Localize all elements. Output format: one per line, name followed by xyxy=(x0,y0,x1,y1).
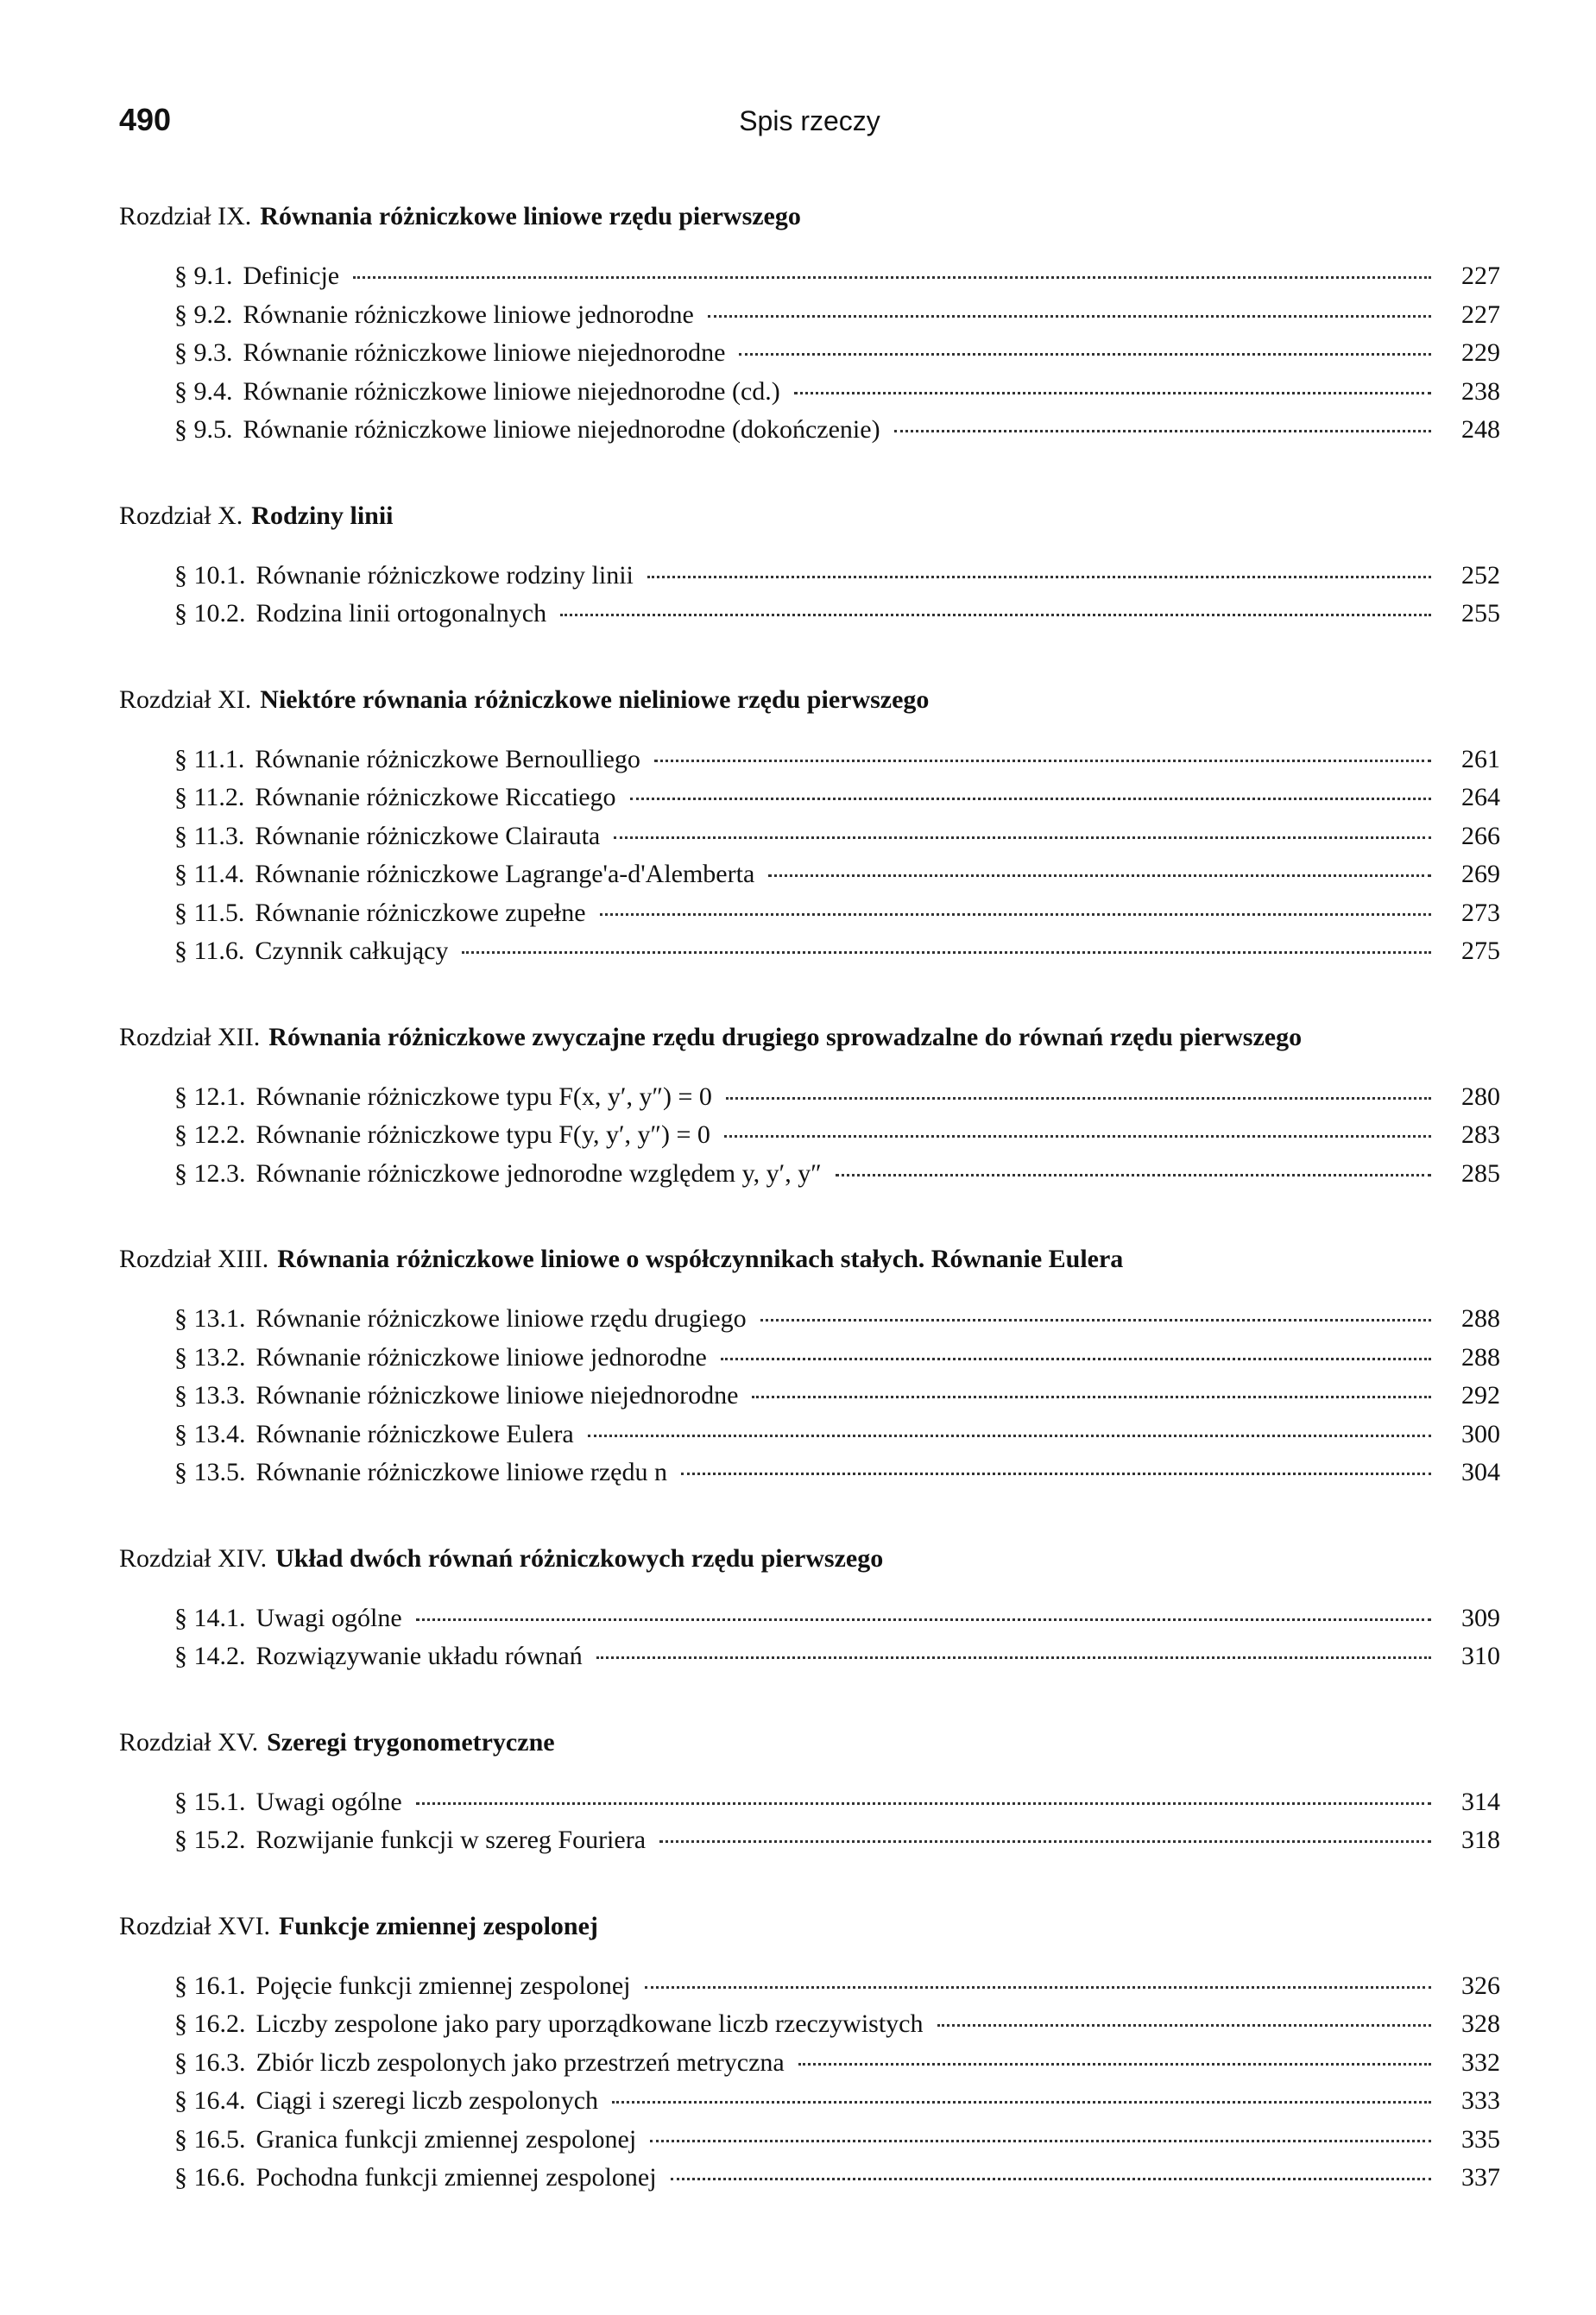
section-title: Równanie różniczkowe liniowe rzędu drugiego xyxy=(255,1304,747,1333)
page-reference: 310 xyxy=(1461,1642,1500,1670)
chapter-section xyxy=(119,1721,1500,1860)
section-title: Równanie różniczkowe jednorodne względem y, y′, y″ xyxy=(255,1158,822,1188)
chapter-label: Rozdział XVI. xyxy=(119,1911,270,1940)
dot-leader xyxy=(462,951,1431,954)
toc-entry xyxy=(119,257,1500,296)
section-number: § 13.3. xyxy=(174,1381,246,1410)
chapter-heading xyxy=(119,1905,1500,1948)
page-reference: 283 xyxy=(1461,1120,1500,1149)
toc-entry xyxy=(119,373,1500,412)
section-title: Rozwijanie funkcji w szereg Fouriera xyxy=(255,1826,647,1854)
section-title: Granica funkcji zmiennej zespolonej xyxy=(255,2124,637,2154)
chapter-title: Funkcje zmiennej zespolonej xyxy=(278,1911,598,1940)
section-title: Równanie różniczkowe liniowe niejednorodne (dokończenie) xyxy=(243,415,880,444)
dot-leader xyxy=(794,392,1431,394)
toc-entry xyxy=(119,1783,1500,1822)
section-title: Równanie różniczkowe Eulera xyxy=(255,1419,574,1448)
toc-entry xyxy=(119,2159,1500,2198)
section-number: § 9.4. xyxy=(174,376,233,406)
section-title: Liczby zespolone jako pary uporządkowane liczb rzeczywistych xyxy=(255,2009,924,2038)
dot-leader xyxy=(659,1840,1431,1843)
toc-entry xyxy=(119,411,1500,450)
chapter-section xyxy=(119,495,1500,634)
page-reference: 229 xyxy=(1461,338,1500,367)
dot-leader xyxy=(798,2063,1431,2066)
section-number: § 13.2. xyxy=(174,1342,246,1372)
section-number: § 14.2. xyxy=(174,1642,246,1670)
section-number: § 16.2. xyxy=(174,2009,246,2038)
chapter-title: Rodziny linii xyxy=(251,501,394,530)
section-number: § 11.1. xyxy=(174,744,245,773)
section-number: § 15.2. xyxy=(174,1826,246,1854)
chapter-label: Rozdział XII. xyxy=(119,1022,261,1051)
chapter-section xyxy=(119,1016,1500,1194)
section-number: § 9.5. xyxy=(174,415,233,444)
toc-entry xyxy=(119,894,1500,933)
toc-entry xyxy=(119,595,1500,634)
chapter-heading xyxy=(119,195,1500,238)
section-number: § 16.3. xyxy=(174,2047,246,2077)
page-reference: 326 xyxy=(1461,1971,1500,2000)
chapter-title: Równania różniczkowe liniowe rzędu pierwszego xyxy=(260,202,801,230)
page-reference: 248 xyxy=(1461,415,1500,444)
section-number: § 13.1. xyxy=(174,1304,246,1333)
page-reference: 332 xyxy=(1461,2047,1500,2077)
section-title: Rozwiązywanie układu równań xyxy=(255,1642,583,1670)
section-number: § 11.4. xyxy=(174,860,245,888)
page-number: 490 xyxy=(119,102,172,137)
page-reference: 227 xyxy=(1461,300,1500,329)
toc-entry xyxy=(119,2121,1500,2160)
section-number: § 12.1. xyxy=(174,1082,246,1111)
section-title: Równanie różniczkowe liniowe jednorodne xyxy=(255,1342,707,1372)
dot-leader xyxy=(721,1358,1431,1360)
page-reference: 335 xyxy=(1461,2124,1500,2154)
section-title: Równanie różniczkowe Lagrange'a-d'Alemberta xyxy=(255,860,755,888)
page-reference: 333 xyxy=(1461,2086,1500,2115)
page-reference: 280 xyxy=(1461,1082,1500,1111)
toc-entry xyxy=(119,1416,1500,1454)
chapter-heading xyxy=(119,1016,1500,1059)
section-title: Równanie różniczkowe liniowe jednorodne xyxy=(243,300,694,329)
section-title: Rodzina linii ortogonalnych xyxy=(255,599,547,628)
section-title: Równanie różniczkowe typu F(x, y′, y″) = 0 xyxy=(255,1082,712,1111)
dot-leader xyxy=(708,315,1431,318)
page-reference: 261 xyxy=(1461,744,1500,773)
section-number: § 13.4. xyxy=(174,1419,246,1448)
toc-entry xyxy=(119,932,1500,971)
dot-leader xyxy=(596,1656,1431,1659)
section-title: Pochodna funkcji zmiennej zespolonej xyxy=(255,2163,657,2192)
section-number: § 14.1. xyxy=(174,1603,246,1632)
page-reference: 285 xyxy=(1461,1158,1500,1188)
section-title: Równanie różniczkowe liniowe niejednorodne xyxy=(255,1381,739,1410)
toc-entry xyxy=(119,741,1500,779)
page-reference: 288 xyxy=(1461,1304,1500,1333)
toc-entry xyxy=(119,1821,1500,1860)
section-title: Czynnik całkujący xyxy=(255,937,449,965)
section-title: Równanie różniczkowe Clairauta xyxy=(255,821,601,850)
page-header xyxy=(119,102,1500,150)
chapter-section xyxy=(119,195,1500,450)
section-title: Zbiór liczb zespolonych jako przestrzeń metryczna xyxy=(255,2047,785,2077)
chapter-title: Równania różniczkowe zwyczajne rzędu drugiego sprowadzalne do równań rzędu pierwszego xyxy=(268,1022,1303,1051)
section-title: Równanie różniczkowe rodziny linii xyxy=(255,560,634,590)
toc-entry xyxy=(119,1300,1500,1339)
dot-leader xyxy=(836,1174,1431,1176)
toc-entry xyxy=(119,1967,1500,2006)
dot-leader xyxy=(416,1618,1431,1621)
page-reference: 300 xyxy=(1461,1419,1500,1448)
dot-leader xyxy=(647,576,1431,578)
chapter-section xyxy=(119,1537,1500,1676)
dot-leader xyxy=(600,913,1431,916)
chapter-label: Rozdział IX. xyxy=(119,202,252,230)
dot-leader xyxy=(654,760,1431,762)
dot-leader xyxy=(752,1396,1431,1398)
chapter-heading xyxy=(119,1537,1500,1580)
page-reference: 238 xyxy=(1461,376,1500,406)
page-reference: 288 xyxy=(1461,1342,1500,1372)
dot-leader xyxy=(353,276,1431,279)
toc-entry xyxy=(119,1599,1500,1638)
toc-entry xyxy=(119,1078,1500,1117)
dot-leader xyxy=(681,1473,1431,1475)
dot-leader xyxy=(937,2024,1432,2027)
section-number: § 16.6. xyxy=(174,2163,246,2192)
section-title: Pojęcie funkcji zmiennej zespolonej xyxy=(255,1971,631,2000)
dot-leader xyxy=(560,614,1431,616)
page-reference: 292 xyxy=(1461,1381,1500,1410)
toc-entry xyxy=(119,2044,1500,2083)
section-number: § 11.6. xyxy=(174,937,245,965)
chapter-title: Układ dwóch równań różniczkowych rzędu pierwszego xyxy=(275,1543,884,1573)
page-reference: 269 xyxy=(1461,860,1500,888)
dot-leader xyxy=(894,430,1431,432)
section-title: Definicje xyxy=(243,262,340,290)
table-of-contents xyxy=(119,195,1500,2242)
toc-entry xyxy=(119,296,1500,335)
page-reference: 252 xyxy=(1461,560,1500,590)
section-number: § 12.2. xyxy=(174,1120,246,1149)
dot-leader xyxy=(588,1435,1431,1437)
section-title: Równanie różniczkowe liniowe niejednorodne xyxy=(243,338,726,367)
chapter-heading xyxy=(119,495,1500,538)
page-reference: 314 xyxy=(1461,1787,1500,1816)
page-reference: 328 xyxy=(1461,2009,1500,2038)
chapter-section xyxy=(119,1905,1500,2198)
dot-leader xyxy=(645,1986,1431,1989)
chapter-title: Niektóre równania różniczkowe nieliniowe rzędu pierwszego xyxy=(260,684,930,714)
section-number: § 16.5. xyxy=(174,2124,246,2154)
chapter-section xyxy=(119,1238,1500,1492)
section-number: § 11.2. xyxy=(174,783,245,811)
section-title: Równanie różniczkowe typu F(y, y′, y″) = 0 xyxy=(255,1120,710,1149)
toc-entry xyxy=(119,817,1500,856)
toc-entry xyxy=(119,1116,1500,1155)
page-reference: 273 xyxy=(1461,898,1500,927)
dot-leader xyxy=(614,836,1431,839)
dot-leader xyxy=(726,1097,1431,1100)
chapter-label: Rozdział XV. xyxy=(119,1727,259,1757)
section-title: Równanie różniczkowe Riccatiego xyxy=(255,783,616,811)
toc-entry xyxy=(119,1155,1500,1194)
section-title: Równanie różniczkowe Bernoulliego xyxy=(255,744,640,773)
dot-leader xyxy=(760,1319,1431,1322)
page-reference: 266 xyxy=(1461,821,1500,850)
toc-entry xyxy=(119,1637,1500,1676)
section-number: § 9.3. xyxy=(174,338,233,367)
page-reference: 337 xyxy=(1461,2163,1500,2192)
section-number: § 15.1. xyxy=(174,1787,246,1816)
section-number: § 16.4. xyxy=(174,2086,246,2115)
dot-leader xyxy=(612,2101,1431,2104)
page-reference: 264 xyxy=(1461,783,1500,811)
section-number: § 12.3. xyxy=(174,1158,246,1188)
dot-leader xyxy=(650,2140,1431,2142)
chapter-label: Rozdział X. xyxy=(119,501,243,530)
chapter-title: Szeregi trygonometryczne xyxy=(267,1727,555,1757)
section-title: Uwagi ogólne xyxy=(255,1603,402,1632)
page-reference: 304 xyxy=(1461,1458,1500,1486)
dot-leader xyxy=(739,353,1431,356)
section-title: Ciągi i szeregi liczb zespolonych xyxy=(255,2086,599,2115)
section-title: Równanie różniczkowe liniowe rzędu n xyxy=(255,1458,667,1486)
chapter-label: Rozdział XI. xyxy=(119,684,252,714)
toc-entry xyxy=(119,557,1500,596)
page-reference: 309 xyxy=(1461,1603,1500,1632)
dot-leader xyxy=(416,1802,1431,1805)
section-title: Uwagi ogólne xyxy=(255,1787,402,1816)
section-number: § 9.1. xyxy=(174,262,233,290)
page-reference: 255 xyxy=(1461,599,1500,628)
toc-entry xyxy=(119,1377,1500,1416)
section-number: § 9.2. xyxy=(174,300,233,329)
dot-leader xyxy=(768,874,1431,877)
toc-entry xyxy=(119,334,1500,373)
running-title: Spis rzeczy xyxy=(739,105,880,136)
toc-entry xyxy=(119,1339,1500,1378)
chapter-title: Równania różniczkowe liniowe o współczynnikach stałych. Równanie Eulera xyxy=(277,1245,1124,1273)
toc-entry xyxy=(119,2082,1500,2121)
toc-entry xyxy=(119,1454,1500,1492)
dot-leader xyxy=(630,798,1431,800)
section-number: § 11.5. xyxy=(174,898,245,927)
dot-leader xyxy=(671,2178,1431,2180)
chapter-heading xyxy=(119,678,1500,722)
section-title: Równanie różniczkowe zupełne xyxy=(255,898,586,927)
chapter-heading xyxy=(119,1721,1500,1764)
toc-entry xyxy=(119,779,1500,817)
toc-entry xyxy=(119,855,1500,894)
section-number: § 10.1. xyxy=(174,560,246,590)
chapter-section xyxy=(119,678,1500,971)
page-reference: 275 xyxy=(1461,937,1500,965)
section-title: Równanie różniczkowe liniowe niejednorodne (cd.) xyxy=(243,376,780,406)
section-number: § 16.1. xyxy=(174,1971,246,2000)
toc-entry xyxy=(119,2005,1500,2044)
section-number: § 10.2. xyxy=(174,599,246,628)
dot-leader xyxy=(724,1135,1431,1138)
page-reference: 227 xyxy=(1461,262,1500,290)
section-number: § 13.5. xyxy=(174,1458,246,1486)
section-number: § 11.3. xyxy=(174,821,245,850)
chapter-label: Rozdział XIII. xyxy=(119,1245,269,1273)
page-reference: 318 xyxy=(1461,1826,1500,1854)
chapter-heading xyxy=(119,1238,1500,1281)
chapter-label: Rozdział XIV. xyxy=(119,1543,268,1573)
